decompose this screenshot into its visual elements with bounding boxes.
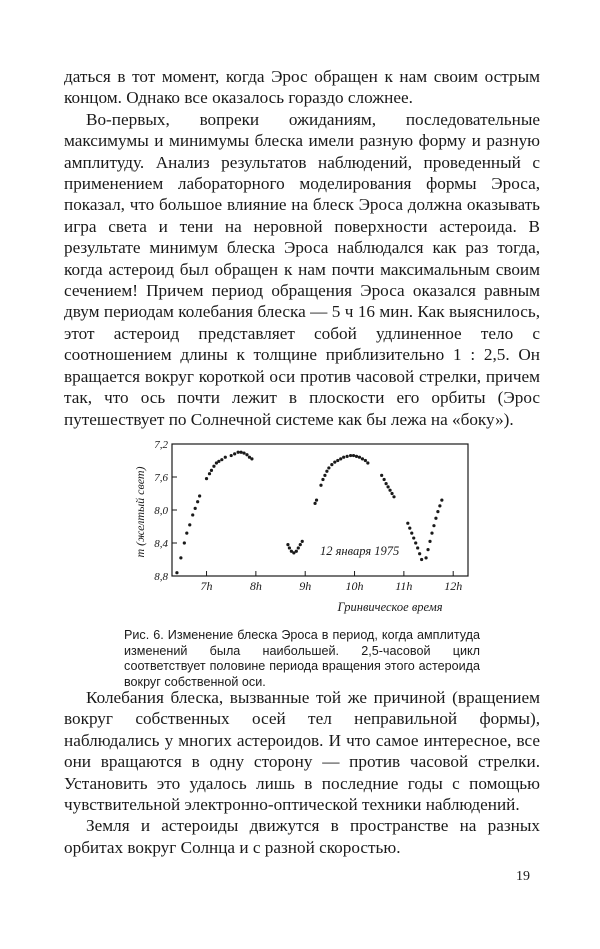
x-tick-label: 7h — [200, 579, 213, 593]
data-point — [237, 451, 240, 454]
data-point — [420, 558, 423, 561]
data-point — [297, 546, 300, 549]
data-point — [325, 470, 328, 473]
data-point — [426, 548, 429, 551]
data-point — [210, 469, 213, 472]
data-point — [239, 451, 242, 454]
data-point — [188, 523, 191, 526]
data-point — [301, 540, 304, 543]
data-point — [436, 510, 439, 513]
data-point — [250, 457, 253, 460]
data-point — [198, 494, 201, 497]
x-tick-label: 8h — [249, 579, 262, 593]
data-point — [346, 455, 349, 458]
x-tick-label: 12h — [444, 579, 463, 593]
data-point — [220, 458, 223, 461]
data-point — [434, 517, 437, 520]
data-point — [412, 536, 415, 539]
y-tick-label: 8,0 — [154, 505, 168, 517]
data-point — [352, 454, 355, 457]
data-point — [313, 502, 316, 505]
body-text-bottom — [64, 687, 540, 858]
data-point — [349, 454, 352, 457]
data-point — [286, 543, 289, 546]
data-point — [414, 541, 417, 544]
data-point — [327, 466, 330, 469]
data-point — [416, 546, 419, 549]
y-axis-label: m (желтый свет) — [133, 466, 147, 558]
body-text-top — [64, 66, 540, 430]
data-point — [339, 457, 342, 460]
data-point — [183, 541, 186, 544]
data-point — [336, 459, 339, 462]
data-point — [432, 524, 435, 527]
data-point — [185, 532, 188, 535]
data-point — [191, 513, 194, 516]
data-point — [196, 500, 199, 503]
data-point — [330, 463, 333, 466]
data-point — [408, 527, 411, 530]
data-point — [315, 499, 318, 502]
data-point — [366, 461, 369, 464]
caption-text: Рис. 6. Изменение блеска Эроса в период, когда амплитуда изменений была наибольшей. 2,5-часовой цикл соответствует половине периода вращения этого астероида вокруг собственной оси. — [124, 628, 480, 689]
data-point — [380, 474, 383, 477]
data-point — [212, 465, 215, 468]
data-point — [175, 571, 178, 574]
data-point — [224, 456, 227, 459]
data-point — [299, 543, 302, 546]
x-axis-label: Гринвическое время — [337, 600, 443, 614]
figure-caption — [124, 628, 480, 690]
data-points — [175, 451, 443, 575]
paragraph-rotation-direction: Колебания блеска, вызванные той же причиной (вращением вокруг собственных осей тел неправильной формы), наблюдались у многих астероидов. И что самое интересное, все они вращаются в одну сторону — против часовой стрелки. Установить это удалось лишь в последние годы с помощью чувствительной электронно-оптической техники наблюдений. — [64, 688, 540, 815]
data-point — [385, 482, 388, 485]
data-point — [424, 556, 427, 559]
data-point — [230, 454, 233, 457]
y-axis-ticks — [154, 439, 177, 583]
data-point — [364, 459, 367, 462]
data-point — [245, 453, 248, 456]
data-point — [208, 472, 211, 475]
paragraph-orbits: Земля и астероиды движутся в пространстве на разных орбитах вокруг Солнца и с разной скоростью. — [64, 816, 540, 857]
data-point — [361, 457, 364, 460]
x-axis-ticks — [201, 571, 463, 593]
data-point — [233, 452, 236, 455]
data-point — [242, 451, 245, 454]
paragraph-continuation: даться в тот момент, когда Эрос обращен к нам своим острым концом. Однако все оказалось гораздо сложнее. — [64, 67, 540, 108]
page-number: 19 — [516, 869, 530, 884]
data-point — [388, 489, 391, 492]
data-point — [288, 546, 291, 549]
data-point — [205, 477, 208, 480]
data-point — [430, 532, 433, 535]
data-point — [295, 550, 298, 553]
data-point — [358, 456, 361, 459]
data-point — [342, 456, 345, 459]
data-point — [406, 522, 409, 525]
x-tick-label: 9h — [299, 579, 312, 593]
data-point — [392, 495, 395, 498]
data-point — [428, 540, 431, 543]
data-point — [323, 474, 326, 477]
y-tick-label: 7,2 — [154, 439, 168, 451]
data-point — [333, 461, 336, 464]
y-tick-label: 8,4 — [154, 538, 168, 550]
data-point — [217, 460, 220, 463]
data-point — [319, 484, 322, 487]
date-annotation: 12 января 1975 — [320, 544, 400, 558]
data-point — [418, 552, 421, 555]
x-tick-label: 11h — [395, 579, 413, 593]
data-point — [355, 455, 358, 458]
data-point — [383, 478, 386, 481]
data-point — [386, 485, 389, 488]
light-curve-chart — [130, 430, 480, 620]
y-tick-label: 8,8 — [154, 571, 168, 583]
data-point — [410, 532, 413, 535]
data-point — [321, 478, 324, 481]
data-point — [438, 504, 441, 507]
x-tick-label: 10h — [345, 579, 364, 593]
figure-light-curve — [130, 430, 480, 620]
data-point — [390, 492, 393, 495]
data-point — [194, 507, 197, 510]
data-point — [440, 499, 443, 502]
y-tick-label: 7,6 — [154, 472, 168, 484]
paragraph-eros-rotation: Во-первых, вопреки ожиданиям, последовательные максимумы и минимумы блеска имели разную форму и разную амплитуду. Анализ результатов наблюдений, проведенный с применением лабораторного моделирования формы Эроса, показал, что большое влияние на блеск Эроса должна оказывать игра света и тени на неровной поверхности астероида. В результате минимум блеска Эроса наблюдался как раз тогда, когда астероид был обращен к нам почти максимальным своим сечением! Причем период обращения Эроса оказался равным двум периодам колебания блеска — 5 ч 16 мин. Как выяснилось, этот астероид представляет собой удлиненное тело с соотношением длины к толщине приблизительно 1 : 2,5. Он вращается вокруг короткой оси против часовой стрелки, причем так, что ось почти лежит в плоскости его орбиты (Эрос путешествует по Солнечной системе как бы лежа на «боку»). — [64, 109, 540, 429]
data-point — [179, 556, 182, 559]
